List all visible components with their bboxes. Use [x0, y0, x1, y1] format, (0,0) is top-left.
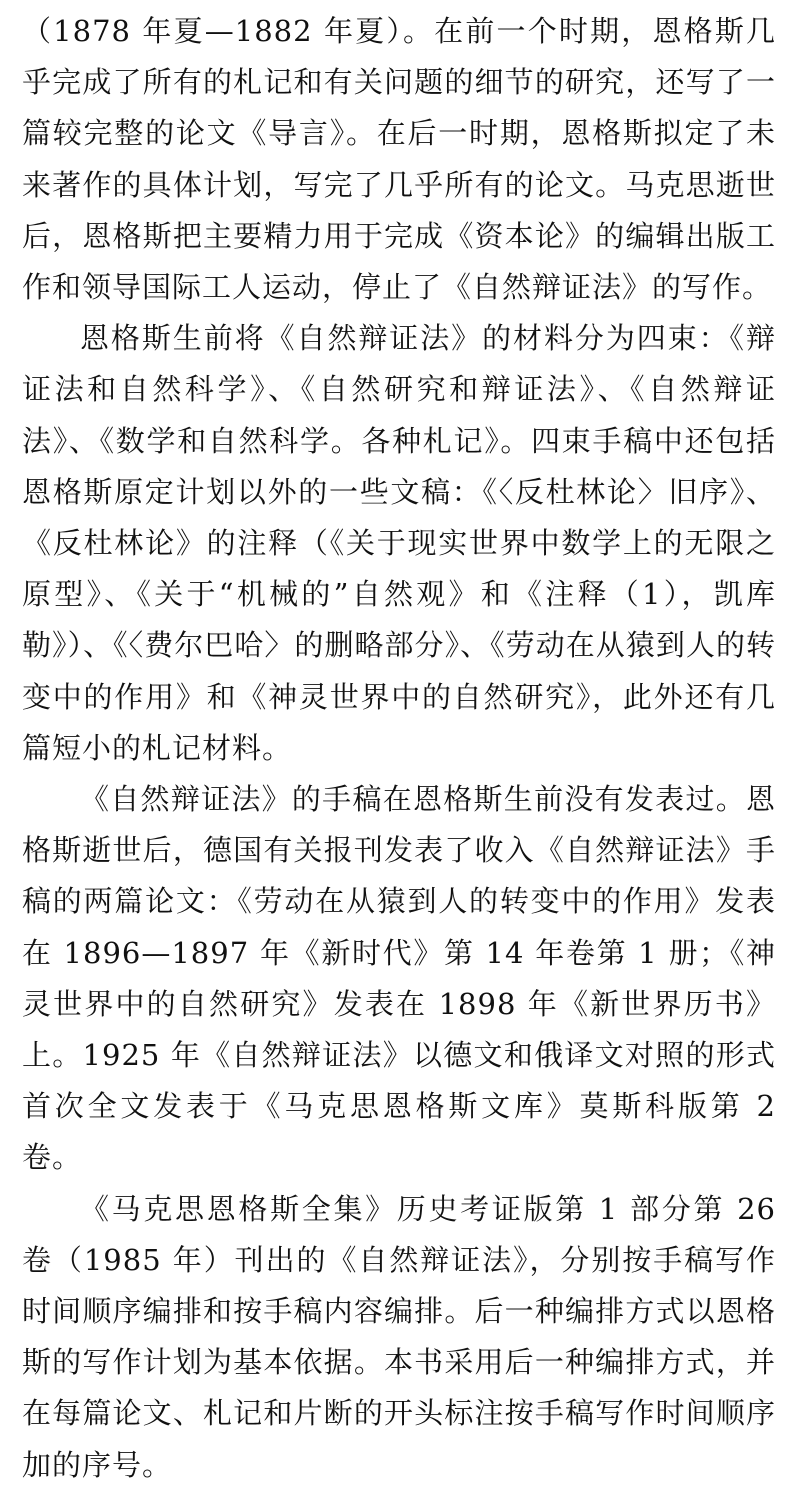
- paragraph-3: 《自然辩证法》的手稿在恩格斯生前没有发表过。恩格斯逝世后，德国有关报刊发表了收入《自然辩证法》手稿的两篇论文：《劳动在从猿到人的转变中的作用》发表在 1896—1897 年《新时代》第 14 年卷第 1 册；《神灵世界中的自然研究》发表在 1898 年《新世界历书》上。1925 年《自然辩证法》以德文和俄译文对照的形式首次全文发表于《马克思恩格斯文库》莫斯科版第 2 卷。: [22, 782, 776, 1175]
- paragraph-2: 恩格斯生前将《自然辩证法》的材料分为四束：《辩证法和自然科学》、《自然研究和辩证法》、《自然辩证法》、《数学和自然科学。各种札记》。四束手稿中还包括恩格斯原定计划以外的一些文稿：《〈反杜林论〉旧序》、《反杜林论》的注释（《关于现实世界中数学上的无限之原型》、《关于“机械的”自然观》和《注释（1），凯库勒》）、《〈费尔巴哈〉的删略部分》、《劳动在从猿到人的转变中的作用》和《神灵世界中的自然研究》，此外还有几篇短小的札记材料。: [22, 321, 776, 765]
- paragraph-1: （1878 年夏—1882 年夏）。在前一个时期，恩格斯几乎完成了所有的札记和有关问题的细节的研究，还写了一篇较完整的论文《导言》。在后一时期，恩格斯拟定了未来著作的具体计划，写完了几乎所有的论文。马克思逝世后，恩格斯把主要精力用于完成《资本论》的编辑出版工作和领导国际工人运动，停止了《自然辩证法》的写作。: [22, 14, 776, 305]
- paragraph-4: 《马克思恩格斯全集》历史考证版第 1 部分第 26 卷（1985 年）刊出的《自然辩证法》，分别按手稿写作时间顺序编排和按手稿内容编排。后一种编排方式以恩格斯的写作计划为基本依据。本书采用后一种编排方式，并在每篇论文、札记和片断的开头标注按手稿写作时间顺序加的序号。: [22, 1191, 776, 1482]
